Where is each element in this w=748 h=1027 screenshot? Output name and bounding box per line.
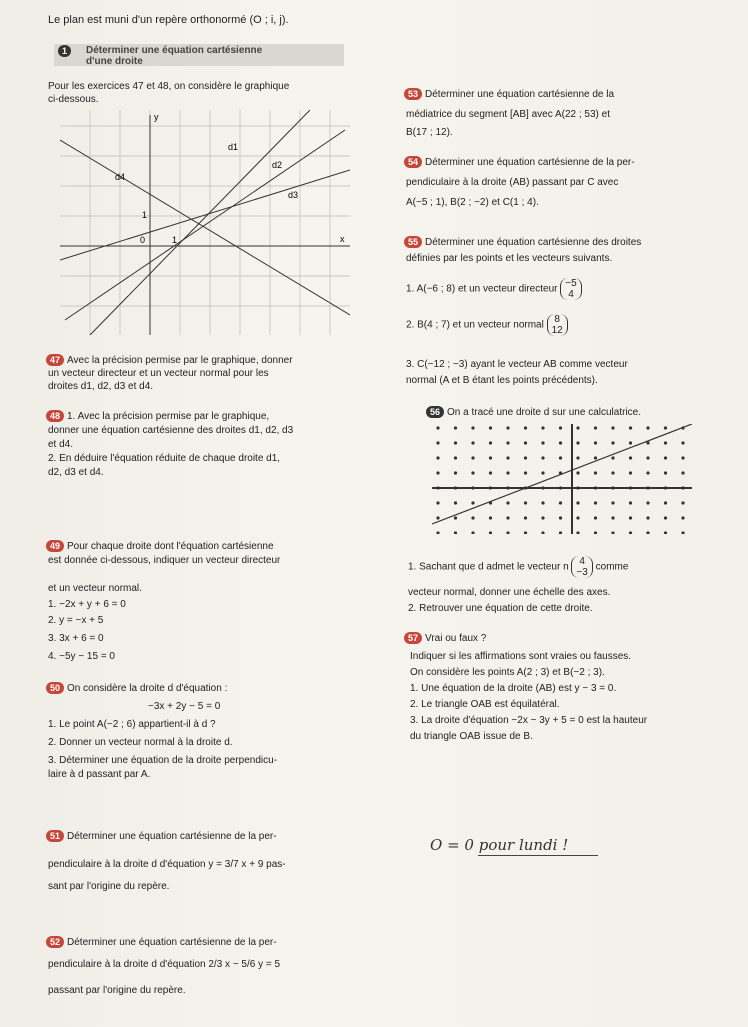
screen-dot [454, 441, 457, 444]
line-label-d4: d4 [115, 172, 126, 182]
exercise-47-line-3: droites d1, d2, d3 et d4. [48, 381, 154, 392]
exercise-48-line-3: et d4. [48, 439, 74, 450]
screen-dot [436, 456, 439, 459]
screen-dot [646, 471, 649, 474]
screen-dot [559, 531, 562, 534]
screen-dot [471, 516, 474, 519]
screen-dot [541, 471, 544, 474]
screen-dot [576, 516, 579, 519]
screen-dot [611, 516, 614, 519]
screen-dot [664, 471, 667, 474]
screen-dot [559, 501, 562, 504]
screen-dot [506, 426, 509, 429]
screen-dot [629, 471, 632, 474]
section-marker: 1 [58, 45, 74, 58]
screen-dot [541, 531, 544, 534]
screen-dot [506, 531, 509, 534]
screen-dot [506, 501, 509, 504]
screen-dot [436, 516, 439, 519]
exercise-51-line-2: pendiculaire à la droite d d'équation y = 3/7 x + 9 pas- [48, 859, 286, 870]
screen-dot [471, 471, 474, 474]
exercise-57-line-2: On considère les points A(2 ; 3) et B(−2 ; 3). [410, 667, 605, 678]
graph-y-label: y [154, 112, 159, 122]
exercise-57-line-5: 3. La droite d'équation −2x − 3y + 5 = 0 est la hauteur [410, 715, 648, 726]
screen-dot [489, 516, 492, 519]
screen-dot [489, 531, 492, 534]
screen-dot [664, 516, 667, 519]
screen-dot [489, 426, 492, 429]
screen-dot [559, 456, 562, 459]
coordinate-graph [60, 110, 350, 335]
screen-dot [541, 516, 544, 519]
exercise-57-line-6: du triangle OAB issue de B. [410, 731, 533, 742]
graph-x-label: x [340, 234, 345, 244]
exercise-54-line-3: A(−5 ; 1), B(2 ; −2) et C(1 ; 4). [406, 197, 539, 208]
screen-dot [611, 501, 614, 504]
screen-dot [436, 531, 439, 534]
graph-one-y: 1 [142, 210, 148, 220]
exercise-55-line-2: définies par les points et les vecteurs suivants. [406, 253, 613, 264]
exercise-48-line-5: d2, d3 et d4. [48, 467, 104, 478]
screen-dot [629, 441, 632, 444]
screen-dot [594, 456, 597, 459]
screen-dot [681, 471, 684, 474]
exercise-57-line-1: Indiquer si les affirmations sont vraies ou fausses. [410, 651, 632, 662]
exercise-53-line-2: médiatrice du segment [AB] avec A(22 ; 53) et [406, 109, 610, 120]
normal-vector: 4 −3 [571, 556, 592, 578]
screen-dot [541, 456, 544, 459]
screen-dot [594, 531, 597, 534]
exercise-49-item-3: 3. 3x + 6 = 0 [48, 633, 104, 644]
exercise-52: 52 Déterminer une équation cartésienne de la per- [46, 936, 277, 949]
screen-dot [681, 516, 684, 519]
exercise-51: 51 Déterminer une équation cartésienne de la per- [46, 830, 277, 843]
calculator-screen [432, 424, 692, 534]
exercise-49: 49 Pour chaque droite dont l'équation cartésienne [46, 540, 274, 553]
screen-dot [454, 456, 457, 459]
exercise-52-line-2: pendiculaire à la droite d d'équation 2/3 x − 5/6 y = 5 [48, 959, 281, 970]
exercise-55-item-2: 2. B(4 ; 7) et un vecteur normal 8 12 [406, 314, 568, 336]
exercise-55: 55 Déterminer une équation cartésienne des droites [404, 236, 641, 249]
screen-dot [489, 471, 492, 474]
section-title: Déterminer une équation cartésienne [86, 45, 263, 56]
handwritten-note: O = 0 pour lundi ! [430, 836, 569, 854]
screen-dot [454, 516, 457, 519]
screen-dot [611, 441, 614, 444]
graph-origin: 0 [140, 235, 146, 245]
screen-dot [594, 501, 597, 504]
screen-dot [576, 441, 579, 444]
exercise-56: 56 On a tracé une droite d sur une calculatrice. [426, 406, 641, 419]
screen-dot [506, 456, 509, 459]
screen-dot [576, 456, 579, 459]
graph-one-x: 1 [172, 235, 178, 245]
screen-dot [611, 531, 614, 534]
screen-dot [646, 516, 649, 519]
screen-dot [436, 426, 439, 429]
screen-dot [629, 531, 632, 534]
screen-dot [524, 501, 527, 504]
screen-dot [471, 501, 474, 504]
exercise-52-line-3: passant par l'origine du repère. [48, 985, 186, 996]
screen-dot [629, 501, 632, 504]
screen-dot [681, 531, 684, 534]
handwritten-underline [478, 855, 598, 856]
exercise-57: 57 Vrai ou faux ? [404, 632, 486, 645]
exercise-57-line-3: 1. Une équation de la droite (AB) est y − 3 = 0. [410, 683, 617, 694]
screen-dot [611, 426, 614, 429]
screen-dot [594, 471, 597, 474]
exercise-49-item-4: 4. −5y − 15 = 0 [48, 651, 115, 662]
screen-dot [541, 501, 544, 504]
screen-dot [506, 516, 509, 519]
screen-dot [506, 441, 509, 444]
exercise-56-q1: 1. Sachant que d admet le vecteur n 4 −3 comme [408, 556, 629, 578]
screen-dot [524, 456, 527, 459]
screen-dot [576, 426, 579, 429]
screen-dot [681, 501, 684, 504]
screen-dot [506, 471, 509, 474]
screen-dot [646, 426, 649, 429]
exercise-54: 54 Déterminer une équation cartésienne de la per- [404, 156, 635, 169]
screen-dot [664, 531, 667, 534]
screen-dot [454, 531, 457, 534]
exercise-55-item-3: 3. C(−12 ; −3) ayant le vecteur AB comme vecteur [406, 359, 628, 370]
frame-statement: Le plan est muni d'un repère orthonormé (O ; i, j). [48, 14, 289, 26]
screen-dot [611, 471, 614, 474]
screen-dot [524, 441, 527, 444]
line-label-d2: d2 [272, 160, 283, 170]
exercise-51-line-3: sant par l'origine du repère. [48, 881, 170, 892]
screen-dot [664, 501, 667, 504]
screen-dot [454, 501, 457, 504]
exercise-49-line-3: et un vecteur normal. [48, 583, 142, 594]
exercise-55-item-1: 1. A(−6 ; 8) et un vecteur directeur −5 4 [406, 278, 582, 300]
screen-dot [664, 456, 667, 459]
exercise-50-q3b: laire à d passant par A. [48, 769, 151, 780]
screen-dot [594, 516, 597, 519]
exercise-56-q2: 2. Retrouver une équation de cette droite. [408, 603, 593, 614]
screen-dot [611, 456, 614, 459]
screen-dot [454, 426, 457, 429]
exercise-53-line-3: B(17 ; 12). [406, 127, 453, 138]
exercise-50-q2: 2. Donner un vecteur normal à la droite d. [48, 737, 233, 748]
intro-line-1: Pour les exercices 47 et 48, on considère le graphique [48, 81, 290, 92]
screen-dot [524, 516, 527, 519]
screen-dot [681, 456, 684, 459]
exercise-50-q1: 1. Le point A(−2 ; 6) appartient-il à d ? [48, 719, 216, 730]
exercise-49-item-1: 1. −2x + y + 6 = 0 [48, 599, 126, 610]
screen-dot [629, 426, 632, 429]
line-label-d1: d1 [228, 142, 239, 152]
screen-dot [436, 501, 439, 504]
screen-dot [646, 501, 649, 504]
screen-dot [681, 441, 684, 444]
screen-dot [664, 441, 667, 444]
screen-dot [524, 531, 527, 534]
screen-dot [646, 531, 649, 534]
screen-dot [541, 441, 544, 444]
screen-dot [471, 441, 474, 444]
screen-dot [594, 426, 597, 429]
screen-dot [576, 531, 579, 534]
screen-dot [576, 471, 579, 474]
exercise-48-line-2: donner une équation cartésienne des droites d1, d2, d3 [48, 425, 294, 436]
screen-dot [436, 441, 439, 444]
exercise-47: 47 Avec la précision permise par le graphique, donner [46, 354, 293, 367]
vector-1: −5 4 [560, 278, 581, 300]
section-title-2: d'une droite [86, 56, 143, 67]
screen-dot [471, 426, 474, 429]
screen-dot [559, 426, 562, 429]
exercise-48-line-4: 2. En déduire l'équation réduite de chaque droite d1, [48, 453, 281, 464]
exercise-49-item-2: 2. y = −x + 5 [48, 615, 104, 626]
screen-dot [646, 456, 649, 459]
screen-dot [524, 426, 527, 429]
exercise-49-line-2: est donnée ci-dessous, indiquer un vecteur directeur [48, 555, 281, 566]
exercise-56-q1b: vecteur normal, donner une échelle des axes. [408, 587, 611, 598]
screen-dot [629, 516, 632, 519]
vector-2: 8 12 [547, 314, 568, 336]
screen-dot [541, 426, 544, 429]
exercise-48: 48 1. Avec la précision permise par le graphique, [46, 410, 269, 423]
screen-dot [471, 456, 474, 459]
screen-dot [489, 441, 492, 444]
screen-dot [629, 456, 632, 459]
screen-dot [471, 531, 474, 534]
screen-dot [524, 471, 527, 474]
screen-dot [576, 501, 579, 504]
exercise-50: 50 On considère la droite d d'équation : [46, 682, 227, 695]
screen-dot [559, 516, 562, 519]
exercise-47-line-2: un vecteur directeur et un vecteur normal pour les [48, 368, 269, 379]
screen-dot [436, 471, 439, 474]
screen-dot [559, 441, 562, 444]
exercise-55-item-3b: normal (A et B étant les points précédents). [406, 375, 598, 386]
screen-dot [664, 426, 667, 429]
exercise-57-line-4: 2. Le triangle OAB est équilatéral. [410, 699, 560, 710]
line-label-d3: d3 [288, 190, 299, 200]
screen-dot [454, 471, 457, 474]
screen-dot [594, 441, 597, 444]
intro-line-2: ci-dessous. [48, 94, 99, 105]
exercise-54-line-2: pendiculaire à la droite (AB) passant par C avec [406, 177, 619, 188]
exercise-50-q3: 3. Déterminer une équation de la droite perpendicu- [48, 755, 278, 766]
screen-dot [489, 456, 492, 459]
exercise-50-equation: −3x + 2y − 5 = 0 [148, 701, 221, 712]
exercise-53: 53 Déterminer une équation cartésienne de la [404, 88, 614, 101]
